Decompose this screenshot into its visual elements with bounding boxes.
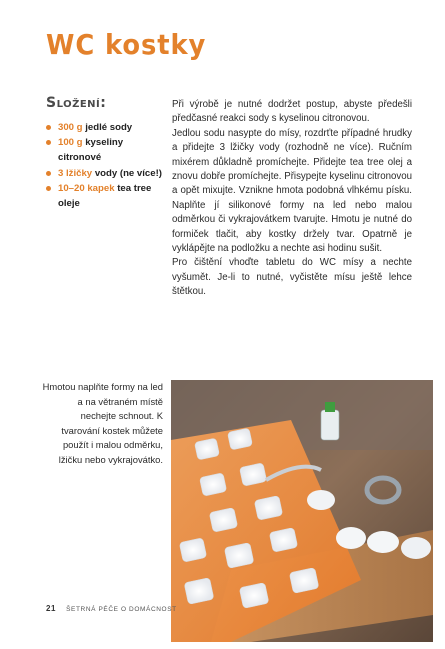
ingredient-name: kyseliny citronové <box>58 137 124 164</box>
page-footer <box>46 604 177 613</box>
instructions-paragraph: Jedlou sodu nasypte do mísy, rozdrťte případné hrudky a přidejte 3 lžičky vody (rozhodně ne více). Ručním mixérem důkladně promíchejte. Přidejte tea tree olej a znovu dobře promíchejte. Přisypejte kyselinu citronovou a opět mixujte. Vznikne hmota podobná vlhkému písku. Naplňte jí silikonové formy na led nebo malou odměrkou či vykrajovátkem tvarujte. Hmotu je nutné do formiček tlačit, aby kostky držely tvar. Opatrně je vyklápějte na podložku a nechte asi hodinu sušit. <box>172 127 412 255</box>
ingredient-name: tea tree oleje <box>58 182 152 210</box>
ingredient-name: vody (ne více!) <box>94 167 162 179</box>
ingredient-qty: 300 g <box>58 122 83 133</box>
product-photo <box>171 380 433 642</box>
page-number: 21 <box>46 604 57 613</box>
ingredient-name: jedlé sody <box>85 122 133 133</box>
instructions-text <box>172 98 412 300</box>
ingredient-item <box>44 181 164 211</box>
photo-caption: Hmotou naplňte formy na led a na větraném místě nechejte schnout. K tvarování kostek můžete použít i malou odměrku, lžičku nebo vykrajovátko. <box>42 381 163 465</box>
ingredients-list <box>44 120 164 211</box>
ingredient-item <box>44 166 164 181</box>
instructions-paragraph: Při výrobě je nutné dodržet postup, abyste předešli předčasné reakci sody s kyselinou citronovou. <box>172 99 412 125</box>
ingredient-item <box>44 135 164 165</box>
instructions-paragraph: Pro čištění vhoďte tabletu do WC mísy a nechte vyšumět. Je-li to nutné, vyčistěte mísu ještě lehce štětkou. <box>172 257 412 298</box>
photo-illustration <box>171 380 433 642</box>
ingredient-qty: 10–20 kapek <box>58 182 115 194</box>
ingredient-qty: 100 g <box>58 137 83 149</box>
ingredient-qty: 3 lžičky <box>58 167 93 179</box>
ingredient-item <box>44 120 164 135</box>
page-title: WC kostky <box>46 28 207 61</box>
ingredients-heading: Složení: <box>46 95 107 111</box>
section-title: ŠETRNÁ PÉČE O DOMÁCNOST <box>66 606 177 613</box>
